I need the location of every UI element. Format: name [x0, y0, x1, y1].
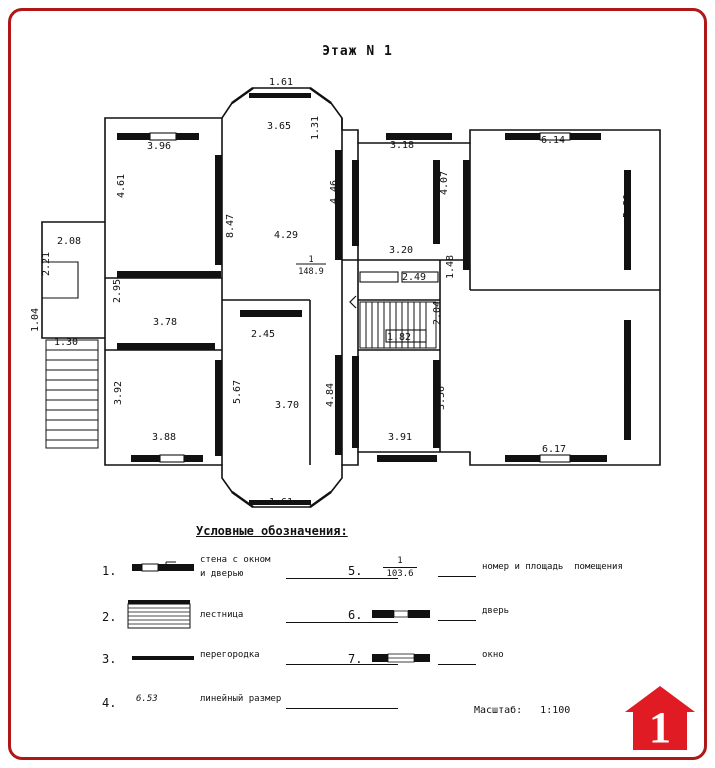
dimension-label: 1.48	[445, 254, 456, 280]
dimension-label: 3.78	[152, 317, 178, 328]
legend-column-right	[342, 556, 642, 688]
dimension-label: 2.45	[250, 329, 276, 340]
dimension-label: 3.56	[436, 385, 447, 411]
legend-num: 6.	[348, 608, 363, 622]
dimension-label: 4.46	[329, 179, 340, 205]
dimension-label: 6.14	[540, 135, 566, 146]
dimension-label: 6.17	[541, 444, 567, 455]
dimension-label: 4.84	[325, 382, 336, 408]
dimension-label: 3.92	[113, 380, 124, 406]
wall-with-window-and-door-icon	[132, 560, 196, 578]
legend-label: лестница	[200, 610, 244, 620]
dimension-label: 2.04	[432, 300, 443, 326]
room-number-area-icon	[372, 556, 428, 579]
window-icon	[372, 652, 432, 664]
dimension-label: 2.21	[41, 251, 52, 277]
legend-label-line2: и дверью	[200, 569, 244, 579]
scale-value: 1:100	[540, 705, 571, 716]
dimension-label: 1.61	[268, 77, 294, 88]
dimension-label: 3.70	[274, 400, 300, 411]
dimension-label: 3.18	[389, 140, 415, 151]
dimension-label: 4.07	[439, 170, 450, 196]
legend-item-7	[342, 644, 642, 688]
dimension-label: 6.00	[623, 362, 634, 388]
legend-num: 4.	[102, 696, 117, 710]
dimension-label: 5.67	[232, 379, 243, 405]
dimension-label: 2.08	[56, 236, 82, 247]
dimension-label: 1.31	[310, 115, 321, 141]
svg-text:148.9: 148.9	[298, 267, 324, 277]
room-area-sample: 103.6	[386, 569, 414, 579]
legend-label: дверь	[482, 606, 510, 616]
legend-rule	[438, 620, 476, 621]
legend-label: линейный размер	[200, 694, 282, 704]
legend-rule	[286, 708, 398, 709]
legend-num: 7.	[348, 652, 363, 666]
door-icon	[372, 608, 432, 620]
house-logo	[623, 684, 697, 754]
dimension-label: 1.61	[268, 497, 294, 508]
room-number-sample: 1	[397, 556, 403, 566]
dimension-label: 2.95	[112, 278, 123, 304]
dimension-label: 1.82	[386, 332, 412, 343]
svg-text:1: 1	[308, 255, 314, 265]
dimension-label: 2.54	[252, 309, 278, 320]
legend-rule	[438, 664, 476, 665]
dimension-label: 3.91	[387, 432, 413, 443]
legend-num: 2.	[102, 610, 117, 624]
dimension-label: 3.20	[388, 245, 414, 256]
dimension-label: 5.80	[622, 193, 633, 219]
legend-rule	[438, 576, 476, 577]
dimension-label: 1.04	[30, 307, 41, 333]
legend-num: 3.	[102, 652, 117, 666]
dimension-label: 2.49	[401, 272, 427, 283]
legend-num: 5.	[348, 564, 363, 578]
partition-icon	[132, 654, 196, 662]
scale-label: Масштаб:	[474, 705, 523, 716]
dimension-label: 3.96	[146, 141, 172, 152]
legend-label: окно	[482, 650, 504, 660]
dimension-label: 3.88	[151, 432, 177, 443]
dimension-label: 3.65	[266, 121, 292, 132]
page-title: Этаж N 1	[322, 44, 393, 59]
legend-label: номер и площадь помещения	[482, 562, 623, 572]
legend-num: 1.	[102, 564, 117, 578]
dimension-label: 4.29	[273, 230, 299, 241]
svg-text:1: 1	[649, 703, 671, 752]
legend-label: перегородка	[200, 650, 260, 660]
scale-note	[474, 705, 570, 716]
legend-label-line1: стена с окном	[200, 555, 271, 565]
legend-item-6	[342, 600, 642, 644]
dimension-label: 8.47	[225, 213, 236, 239]
stairs-icon	[126, 600, 196, 632]
dimension-label: 4.61	[116, 173, 127, 199]
dimension-label: 1.30	[53, 337, 79, 348]
legend-heading: Условные обозначения:	[196, 524, 348, 538]
legend-item-5	[342, 556, 642, 600]
linear-dimension-icon: 6.53	[136, 694, 158, 704]
